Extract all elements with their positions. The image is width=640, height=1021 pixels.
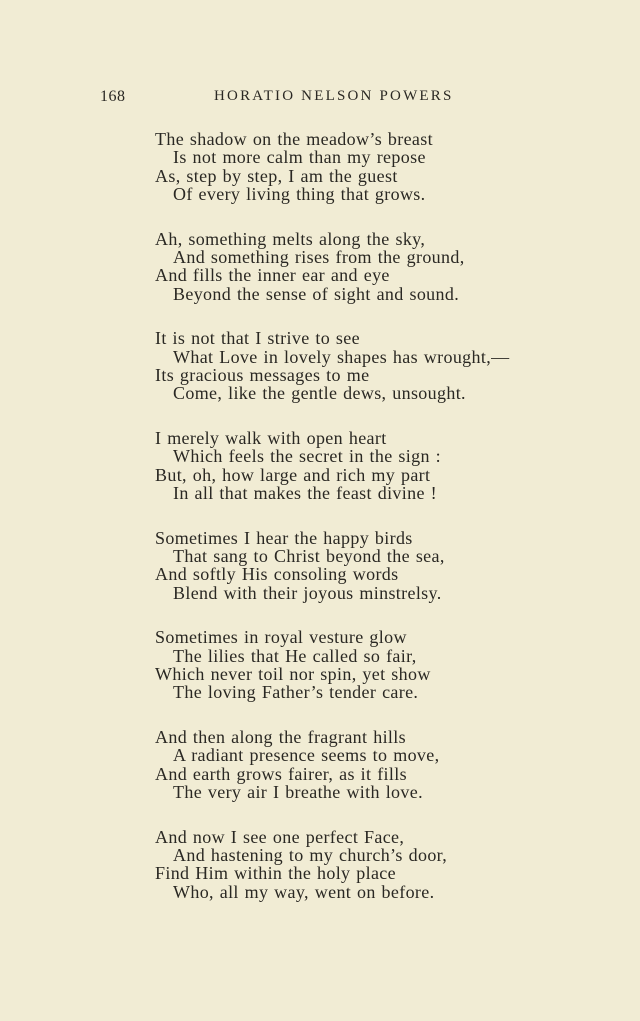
stanza [155,728,625,801]
poem-line: Which never toil nor spin, yet show [155,664,431,685]
poem-line: The very air I breathe with love. [173,782,423,803]
poem-line: Who, all my way, went on before. [173,881,435,902]
poem [155,130,625,928]
poem-line: A radiant presence seems to move, [173,745,440,766]
poem-line: Ah, something melts along the sky, [155,228,426,249]
stanza [155,429,625,502]
poem-line: I merely walk with open heart [155,428,387,449]
poem-line: The loving Father’s tender care. [173,682,419,703]
poem-line: Blend with their joyous minstrelsy. [173,582,442,603]
poem-line: Of every living thing that grows. [173,183,426,204]
poem-line: What Love in lovely shapes has wrought,— [173,346,510,367]
poem-line: And something rises from the ground, [173,246,465,267]
poem-line: And then along the fragrant hills [155,727,406,748]
poem-line: Find Him within the holy place [155,863,396,884]
poem-line: And softly His consoling words [155,564,399,585]
poem-line: Sometimes I hear the happy birds [155,527,413,548]
poem-line: That sang to Christ beyond the sea, [173,546,445,567]
poem-line: The lilies that He called so fair, [173,645,417,666]
poem-line: Sometimes in royal vesture glow [155,627,407,648]
running-head: HORATIO NELSON POWERS [214,88,454,104]
stanza [155,230,625,303]
stanza [155,828,625,901]
poem-line: And earth grows fairer, as it fills [155,763,407,784]
poem-line: As, step by step, I am the guest [155,165,398,186]
poem-line: And hastening to my church’s door, [173,845,448,866]
poem-line: It is not that I strive to see [155,328,360,349]
poem-line: And fills the inner ear and eye [155,265,390,286]
poem-line: And now I see one perfect Face, [155,826,405,847]
poem-line: Which feels the secret in the sign : [173,446,442,467]
poem-line: The shadow on the meadow’s breast [155,129,433,149]
poem-line: Come, like the gentle dews, unsought. [173,383,466,404]
stanza [155,628,625,701]
poem-line: But, oh, how large and rich my part [155,464,431,485]
stanza [155,329,625,402]
stanza [155,529,625,602]
poem-line: Beyond the sense of sight and sound. [173,283,460,304]
poem-line: Its gracious messages to me [155,364,370,385]
stanza [155,130,625,203]
page-number: 168 [100,88,126,105]
poem-line: Is not more calm than my repose [173,147,426,168]
poem-line: In all that makes the feast divine ! [173,482,438,503]
